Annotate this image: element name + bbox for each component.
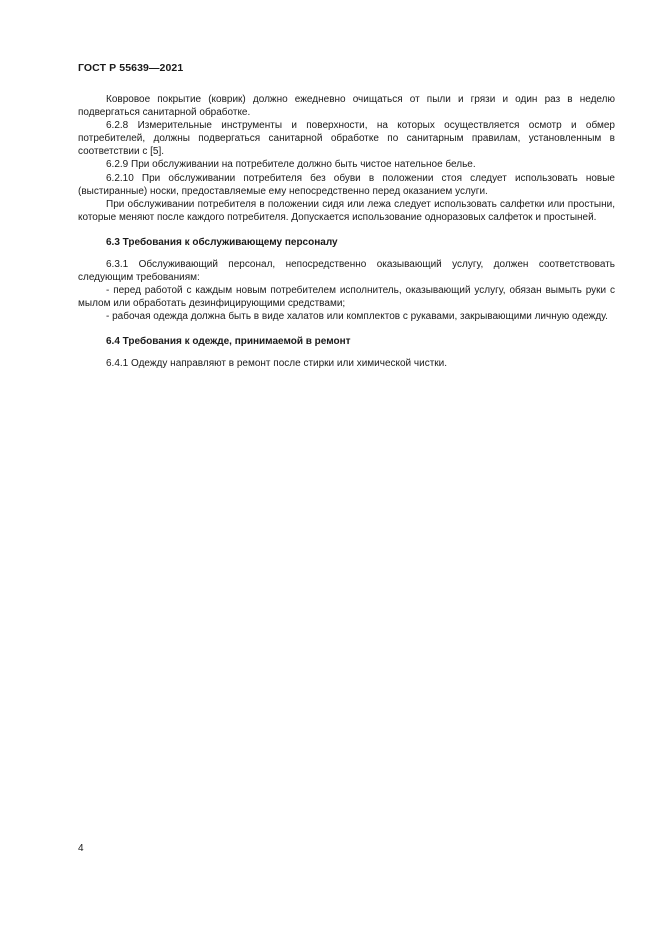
paragraph-6-3-1: 6.3.1 Обслуживающий персонал, непосредственно оказывающий услугу, должен соответствовать следующим требованиям: (78, 258, 615, 284)
paragraph-6-2-9: 6.2.9 При обслуживании на потребителе должно быть чистое нательное белье. (106, 159, 476, 171)
list-item-hands: - перед работой с каждым новым потребителем исполнитель, оказывающий услугу, обязан вымыть руки с мылом или обработать дезинфицирующими средствами; (78, 285, 615, 310)
list-item-workwear: - рабочая одежда должна быть в виде халатов или комплектов с рукавами, закрывающими личную одежду. (106, 311, 608, 323)
paragraph-6-2-10: 6.2.10 При обслуживании потребителя без обуви в положении стоя следует использовать новые (выстиранные) носки, предоставляемые ему непосредственно перед оказанием услуги. (78, 172, 615, 197)
page-number: 4 (78, 843, 84, 854)
paragraph-carpet: Ковровое покрытие (коврик) должно ежедневно очищаться от пыли и грязи и один раз в неделю подвергаться санитарной обработке. (78, 94, 615, 119)
section-title-6-4: 6.4 Требования к одежде, принимаемой в ремонт (106, 336, 351, 348)
paragraph-6-2-8: 6.2.8 Измерительные инструменты и поверхности, на которых осуществляется осмотр и обмер потребителей, должны подвергаться санитарной обработке по санитарным правилам, установленным в соответствии с [5]. (78, 120, 615, 158)
paragraph-sitting-lying: При обслуживании потребителя в положении сидя или лежа следует использовать салфетки или простыни, которые меняют после каждого потребителя. Допускается использование одноразовых салфеток и простыней. (78, 198, 615, 223)
section-title-6-3: 6.3 Требования к обслуживающему персоналу (106, 236, 338, 248)
document-header: ГОСТ Р 55639—2021 (78, 62, 184, 74)
paragraph-6-4-1: 6.4.1 Одежду направляют в ремонт после стирки или химической чистки. (106, 358, 448, 370)
document-body (78, 93, 615, 371)
